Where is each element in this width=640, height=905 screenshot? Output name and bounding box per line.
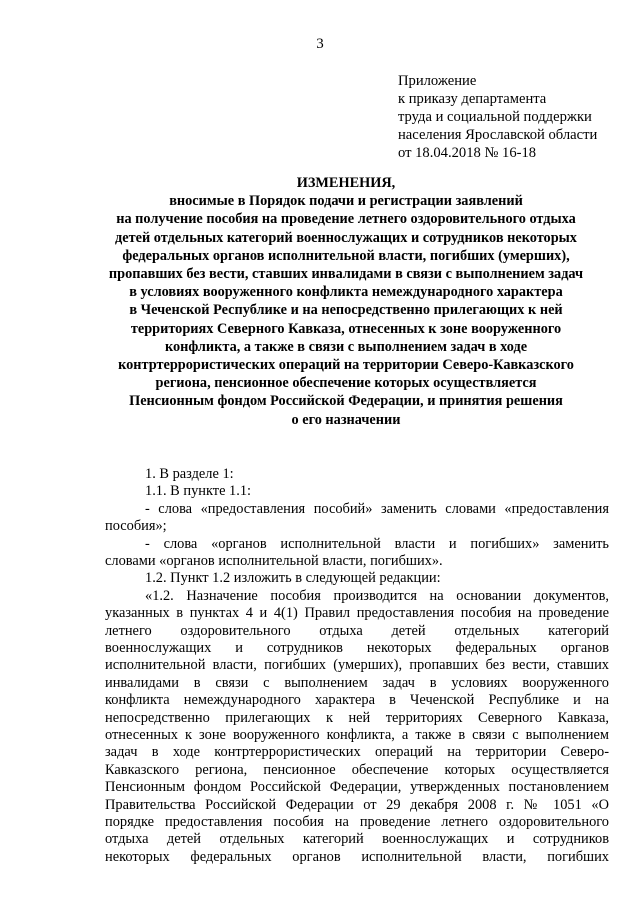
heading-line: в Чеченской Республике и на непосредственно прилегающих к ней	[129, 302, 563, 319]
document-body	[105, 466, 609, 866]
heading-line: конфликта, а также в связи с выполнением задач в ходе	[164, 338, 528, 355]
paragraph-line: военнослужащих и сотрудников некоторых федеральных органов	[105, 639, 609, 656]
section-item: 1. В разделе 1:	[145, 466, 234, 482]
paragraph-line: задач в ходе контртеррористических операций на территории Северо-	[105, 744, 609, 761]
heading-line: о его назначении	[291, 411, 401, 428]
page-number: 3	[316, 36, 324, 52]
bullet-paragraph	[105, 536, 609, 571]
paragraph-line: летнего оздоровительного отдыха детей отдельных категорий	[105, 622, 609, 639]
bullet-paragraph	[105, 501, 609, 536]
appendix-line: Приложение	[398, 73, 477, 89]
heading-line: контртеррористических операций на территории Северо-Кавказского	[118, 357, 574, 374]
paragraph-line: конфликта немеждународного характера в Чеченской Республике и на	[105, 692, 609, 709]
paragraph-line: Кавказского региона, пенсионное обеспечение которых осуществляется	[105, 761, 609, 778]
appendix-block	[398, 72, 634, 162]
paragraph-line: указанных в пунктах 4 и 4(1) Правил предоставления пособия на проведение	[105, 605, 609, 622]
section-item: 1.2. Пункт 1.2 изложить в следующей редакции:	[145, 570, 441, 587]
paragraph-line: Правительства Российской Федерации от 29 декабря 2008 г. № 1051 «О	[105, 796, 609, 813]
paragraph-line: пособия»;	[105, 518, 167, 535]
heading-line: детей отдельных категорий военнослужащих и сотрудников некоторых	[115, 229, 577, 246]
appendix-line: от 18.04.2018 № 16-18	[398, 145, 537, 161]
paragraph-line: - слова «органов исполнительной власти и погибших» заменить	[145, 535, 609, 552]
heading-line: вносимые в Порядок подачи и регистрации заявлений	[169, 193, 523, 210]
heading-line: на получение пособия на проведение летнего оздоровительного отдыха	[116, 211, 576, 228]
paragraph-line: отнесенных к зоне вооруженного конфликта, а также в связи с выполнением	[105, 726, 609, 743]
heading-line: пропавших без вести, ставших инвалидами в связи с выполнением задач	[108, 266, 584, 283]
paragraph-line: некоторых федеральных органов исполнительной власти, погибших	[105, 848, 609, 865]
section-item: 1.1. В пункте 1.1:	[145, 483, 252, 500]
paragraph-line: непосредственно прилегающих к ней территориях Северного Кавказа,	[105, 709, 609, 726]
appendix-line: труда и социальной поддержки	[398, 109, 592, 125]
paragraph-line: - слова «предоставления пособий» заменить словами «предоставления	[145, 500, 609, 517]
paragraph-line: исполнительной власти, погибших (умерших), пропавших без вести, ставших	[105, 657, 609, 674]
paragraph-line: инвалидами в связи с выполнением задач в условиях вооруженного	[105, 674, 609, 691]
heading-line: региона, пенсионное обеспечение которых осуществляется	[155, 375, 537, 392]
quoted-paragraph	[105, 588, 609, 866]
paragraph-line: словами «органов исполнительной власти, погибших».	[105, 553, 443, 569]
heading-title: ИЗМЕНЕНИЯ,	[296, 175, 396, 191]
heading-line: в условиях вооруженного конфликта немеждународного характера	[129, 284, 563, 301]
appendix-line: населения Ярославской области	[398, 127, 598, 143]
heading-line: территориях Северного Кавказа, отнесенных к зоне вооруженного	[130, 320, 562, 337]
heading-line: Пенсионным фондом Российской Федерации, и принятия решения	[129, 393, 563, 410]
appendix-line: к приказу департамента	[398, 91, 547, 107]
heading-line: федеральных органов исполнительной власти, погибших (умерших),	[122, 247, 570, 264]
paragraph-line: отдыха детей отдельных категорий военнослужащих и сотрудников	[105, 831, 609, 848]
paragraph-line: «1.2. Назначение пособия производится на основании документов,	[145, 587, 609, 604]
paragraph-line: Пенсионным фондом Российской Федерации, утвержденных постановлением	[105, 779, 609, 796]
document-heading	[84, 174, 608, 429]
paragraph-line: порядке предоставления пособия на проведение летнего оздоровительного	[105, 813, 609, 830]
